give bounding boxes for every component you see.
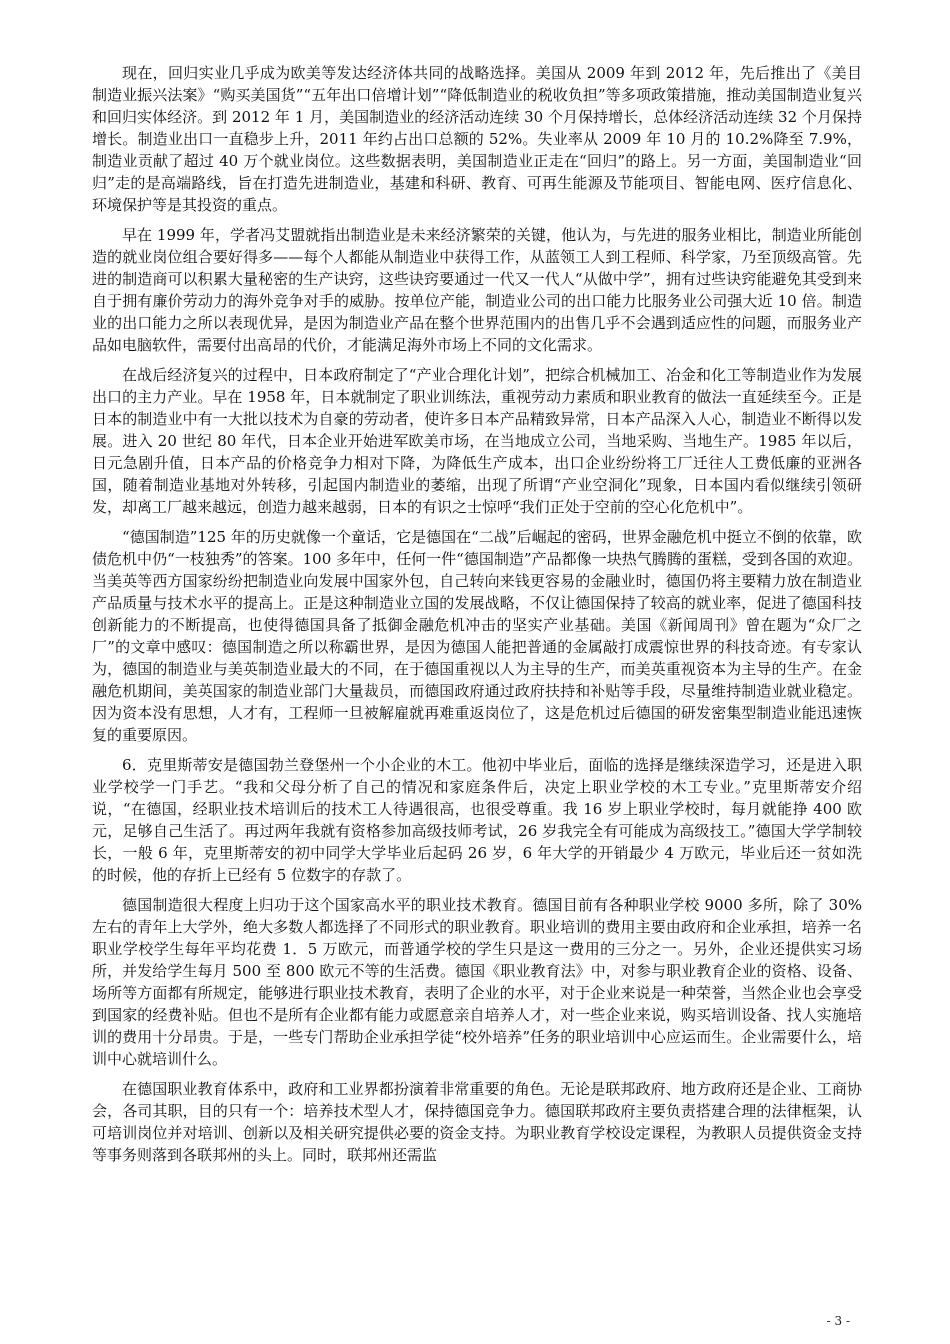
paragraph-christian-carpenter: 6．克里斯蒂安是德国勃兰登堡州一个小企业的木工。他初中毕业后，面临的选择是继续深造学习，还是进入职业学校学一门手艺。“我和父母分析了自己的情况和家庭条件后，决定上职业学校的木工专业。”克里斯蒂安介绍说，“在德国，经职业技术培训后的技术工人待遇很高，也很受尊重。我 16 岁上职业学校时，每月就能挣 400 欧元，足够自己生活了。再过两年我就有资格参加高级技师考试，26 岁我完全有可能成为高级技工。”德国大学学制较长，一般 6 年，克里斯蒂安的初中同学大学毕业后起码 26 岁，6 年大学的开销最少 4 万欧元，毕业后还一贫如洗的时候，他的存折上已经有 5 位数字的存款了。	[92, 756, 862, 884]
paragraph-vocational-education: 德国制造很大程度上归功于这个国家高水平的职业技术教育。德国目前有各种职业学校 9000 多所，除了 30%左右的青年上大学外，绝大多数人都选择了不同形式的职业教育。职业培训的费用主要由政府和企业承担，培养一名职业学校学生每年平均花费 1．5 万欧元，而普通学校的学生只是这一费用的三分之一。另外，企业还提供实习场所，并发给学生每月 500 至 800 欧元不等的生活费。德国《职业教育法》中，对参与职业教育企业的资格、设备、场所等方面都有所规定，能够进行职业技术教育，表明了企业的水平，对于企业来说是一种荣誉，当然企业也会享受到国家的经费补贴。但也不是所有企业都有能力或愿意亲自培养人才，对一些企业来说，购买培训设备、找人实施培训的费用十分昂贵。于是，一些专门帮助企业承担学徒“校外培养”任务的职业培训中心应运而生。企业需要什么，培训中心就培训什么。	[92, 896, 862, 1068]
paragraph-us-manufacturing: 现在，回归实业几乎成为欧美等发达经济体共同的战略选择。美国从 2009 年到 2012 年，先后推出了《美目制造业振兴法案》“购买美国货”“五年出口倍增计划”“降低制造业的税收负担”等多项政策措施，推动美国制造业复兴和回归实体经济。到 2012 年 1 月，美国制造业的经济活动连续 30 个月保持增长，总体经济活动连续 32 个月保持增长。制造业出口一直稳步上升，2011 年约占出口总额的 52%。失业率从 2009 年 10 月的 10.2%降至 7.9%，制造业贡献了超过 40 万个就业岗位。这些数据表明，美国制造业正走在“回归”的路上。另一方面，美国制造业“回归”走的是高端路线，旨在打造先进制造业，基建和科研、教育、可再生能源及节能项目、智能电网、医疗信息化、环境保护等是其投资的重点。	[92, 64, 862, 214]
paragraph-manufacturing-value: 早在 1999 年，学者冯艾盟就指出制造业是未来经济繁荣的关键，他认为，与先进的服务业相比，制造业所能创造的就业岗位组合要好得多——每个人都能从制造业中获得工作，从蓝领工人到工程师、科学家，乃至顶级高管。先进的制造商可以积累大量秘密的生产诀窍，这些诀窍要通过一代又一代人“从做中学”，拥有过些诀窍能避免其受到来自于拥有廉价劳动力的海外竞争对手的威胁。按单位产能，制造业公司的出口能力比服务业公司强大近 10 倍。制造业的出口能力之所以表现优异，是因为制造业产品在整个世界范围内的出售几乎不会遇到适应性的问题，而服务业产品如电脑软件，需要付出高昂的代价，才能满足海外市场上不同的文化需求。	[92, 226, 862, 354]
paragraph-made-in-germany: “德国制造”125 年的历史就像一个童话，它是德国在“二战”后崛起的密码，世界金融危机中挺立不倒的依靠，欧债危机中仍“一枝独秀”的答案。100 多年中，任何一件“德国制造”产品都像一块热气腾腾的蛋糕，受到各国的欢迎。当美英等西方国家纷纷把制造业向发展中国家外包，自己转向来钱更容易的金融业时，德国仍将主要精力放在制造业产品质量与技术水平的提高上。正是这种制造业立国的发展战略，不仅让德国保持了较高的就业率，促进了德国科技创新能力的不断提高，也使得德国具备了抵御金融危机冲击的坚实产业基础。美国《新闻周刊》曾在题为“众厂之厂”的文章中感叹：德国制造之所以称霸世界，是因为德国人能把普通的金属敲打成震惊世界的科技奇迹。有专家认为，德国的制造业与美英制造业最大的不同，在于德国重视以人为主导的生产，而美英重视资本为主导的生产。在金融危机期间，美英国家的制造业部门大量裁员，而德国政府通过政府扶持和补贴等手段，尽量维持制造业就业稳定。因为资本没有思想，人才有，工程师一旦被解雇就再难重返岗位了，这是危机过后德国的研发密集型制造业能迅速恢复的重要原因。	[92, 528, 862, 744]
paragraph-japan-manufacturing: 在战后经济复兴的过程中，日本政府制定了“产业合理化计划”，把综合机械加工、冶金和化工等制造业作为发展出口的主力产业。早在 1958 年，日本就制定了职业训练法，重视劳动力素质和职业教育的做法一直延续至今。正是日本的制造业中有一大批以技术为自豪的劳动者，使许多日本产品精致异常，日本产品深入人心，制造业不断得以发展。进入 20 世纪 80 年代，日本企业开始进军欧美市场，在当地成立公司，当地采购、当地生产。1985 年以后，日元急剧升值，日本产品的价格竞争力相对下降，为降低生产成本，出口企业纷纷将工厂迁往人工费低廉的亚洲各国，随着制造业基地对外转移，引起国内制造业的萎缩，出现了所谓“产业空洞化”现象，日本国内看似继续引领研发，却离工厂越来越远，创造力越来越弱，日本的有识之士惊呼“我们正处于空前的空心化危机中”。	[92, 366, 862, 516]
document-body	[92, 62, 862, 1174]
page-number: - 3 -	[826, 1314, 850, 1328]
paragraph-government-roles: 在德国职业教育体系中，政府和工业界都扮演着非常重要的角色。无论是联邦政府、地方政府还是企业、工商协会，各司其职，目的只有一个：培养技术型人才，保持德国竞争力。德国联邦政府主要负责搭建合理的法律框架，认可培训岗位并对培训、创新以及相关研究提供必要的资金支持。为职业教育学校设定课程，为教职人员提供资金支持等事务则落到各联邦州的头上。同时，联邦州还需监	[92, 1080, 862, 1164]
